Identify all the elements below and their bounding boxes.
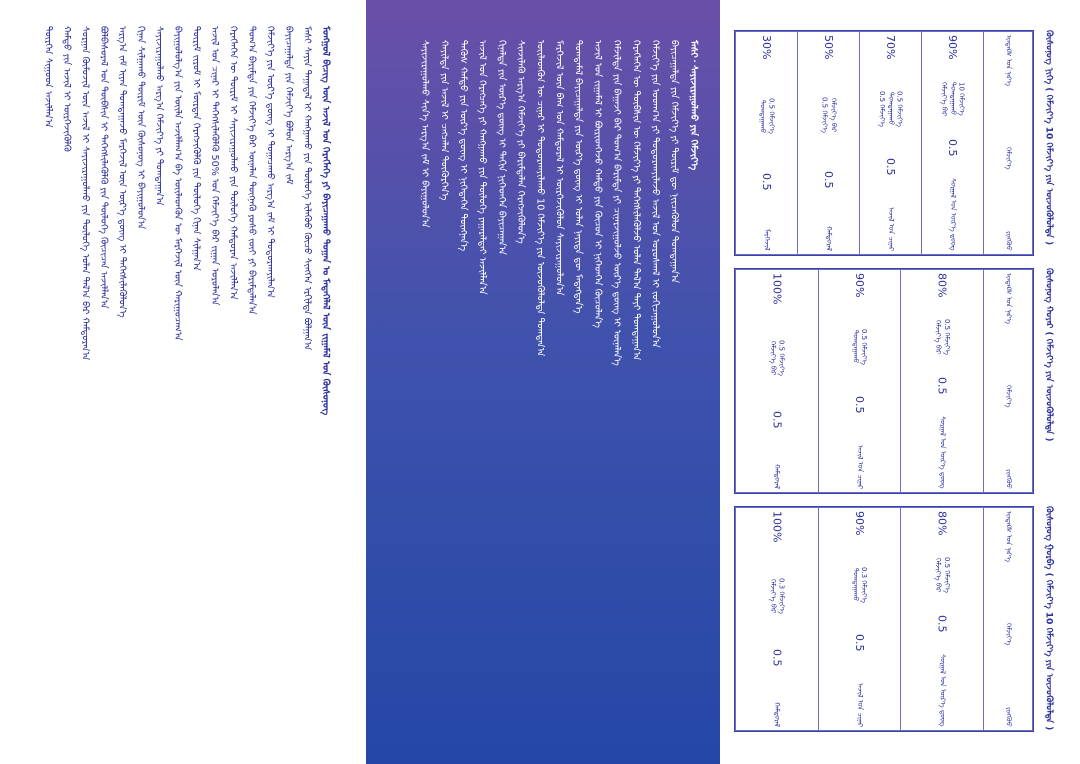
left-text-column: ᠠᠵᠢᠯ ᠤᠨ ᠴᠢᠨᠠᠷ ᠢ ᠳᠡᠭᠡᠭᠰᠢᠯᠡᠭᠦᠯᠬᠦ 50% ᠤᠨ ᠬᠡᠮᠵᠢᠶ᠎ᠡ ᠪᠡᠷ ᠵᠢᠭᠠᠨ ᠣᠷᠣᠯᠠᠨ᠎ᠠ [208, 26, 220, 306]
middle-text-column: ᠬᠡᠷᠡᠭᠯᠡᠭᠡᠨ ᠦ ᠲᠦᠪᠰᠢᠨ ᠦ ᠬᠡᠮᠵᠢᠶ᠎ᠡ ᠶᠢ ᠳᠡᠭᠡᠭᠰᠢᠯᠡᠭᠦᠯᠵᠦ ᠣᠯᠠᠨ ᠲᠠᠯ᠎ᠠ ᠲᠠᠶᠢ ᠲᠣᠭᠲᠠᠭᠠᠨ᠎ᠠ [630, 40, 642, 361]
left-text-column: ᠰᠤᠷᠭᠠᠨ ᠬᠦᠮᠦᠵᠢᠯ ᠦᠨ ᠠᠵᠢᠯ ᠢ ᠰᠠᠶᠢᠵᠢᠷᠠᠭᠤᠯᠬᠤ ᠶᠢᠨ ᠲᠥᠯᠥᠭᠡ ᠣᠯᠠᠨ ᠲᠠᠯ᠎ᠠ ᠪᠠᠷ ᠬᠠᠮᠲᠤᠷᠠᠨ᠎ᠠ [79, 26, 91, 361]
percent-value: 80% [935, 273, 949, 298]
middle-text-column: ᠬᠡᠮᠵᠢᠶ᠎ᠡ ᠶᠢᠨ ᠤᠳᠬ᠎ᠠ ᠶᠢ ᠲᠣᠳᠣᠷᠬᠠᠶᠢᠯᠠᠵᠤ ᠠᠵᠢᠯ ᠤᠨ ᠤᠷᠤᠰᠬᠠᠯ ᠢ ᠵᠣᠬᠢᠴᠠᠭᠤᠯᠤᠨ᠎ᠠ [649, 40, 661, 348]
table-cell [736, 508, 819, 731]
data-table [734, 268, 1034, 494]
row-description: ᠲᠣᠭᠲᠠᠭᠠᠬᠤ 0.5 ᠬᠡᠮᠵᠢᠶ᠎ᠡ [851, 328, 869, 365]
percent-value: 90% [852, 273, 866, 298]
middle-text-column: ᠮᠠᠰᠢ᠂ ᠰᠠᠶᠢᠵᠢᠷᠠᠭᠤᠯᠬᠤ ᠶᠢᠨ ᠬᠡᠮᠵᠢᠶ᠎ᠡ [687, 40, 699, 171]
weight-value: 0.5 [935, 615, 949, 633]
row-label: ᠬᠠᠮᠲᠤᠷᠠᠯ [773, 463, 782, 489]
middle-text-column: ᠲᠡᠭᠦᠰ ᠬᠠᠮᠲᠤ ᠶᠢᠨ ᠦᠷ᠎ᠡ ᠳ᠋ᠦᠩ ᠢ ᠨᠢᠭᠡᠲᠡᠭᠡᠨ ᠳᠦᠩᠨᠡᠨ᠎ᠡ [457, 40, 469, 252]
row-label: ᠮᠡᠷᠭᠡᠵᠢᠯ [762, 229, 771, 251]
left-text-column: ᠠᠷᠭ᠎ᠠ ᠵᠠᠮ ᠢᠶᠠᠨ ᠲᠣᠭᠲᠠᠭᠠᠵᠤ ᠮᠡᠷᠭᠡᠵᠢᠯ ᠦᠨ ᠦᠷ᠎ᠡ ᠳ᠋ᠦᠩ ᠢ ᠳᠡᠭᠡᠭᠰᠢᠯᠡᠭᠦᠯᠦᠨ᠎ᠡ [116, 26, 128, 318]
table-caption: ᠬᠦᠰᠦᠨᠦᠭ ᠨᠢᠭᠡ ( ᠬᠡᠮᠵᠢᠶ᠎ᠡ 10 ᠬᠡᠮᠵᠢᠶ᠎ᠡ ᠶᠢᠨ ᠦᠵᠦᠭᠦᠯᠦᠯᠲᠡ ) [1043, 30, 1054, 246]
row-label: ᠬᠠᠮᠲᠤᠷᠠᠯ [773, 701, 782, 727]
row-label: ᠬᠠᠮᠲᠤᠷᠠᠯ [824, 225, 833, 251]
table-cell [736, 270, 819, 493]
percent-value: 30% [760, 35, 773, 60]
table-cell [901, 270, 984, 493]
table-header-cell [984, 32, 1033, 255]
weight-value: 0.5 [935, 377, 949, 395]
column-header: ᠢᠨᠳᠡᠺᠰ ᠤᠨ ᠨᠡᠷ᠎ᠡ [1004, 511, 1013, 563]
left-text-column: ᠪᠣᠯᠪᠠᠰᠤᠷᠠᠯ ᠤᠨ ᠲᠦᠪᠰᠢᠨ ᠢ ᠳᠡᠭᠡᠭᠰᠢᠯᠡᠭᠦᠯᠬᠦ ᠶᠢᠨ ᠲᠥᠯᠥᠭᠡ ᠬᠦᠴᠢᠴᠡᠨ ᠠᠵᠢᠯᠯᠠᠨ᠎ᠠ [97, 26, 109, 309]
table-grid [735, 507, 1033, 731]
column-header: ᠵᠢᠩᠬᠦᠦ [1004, 231, 1013, 251]
table-grid [735, 31, 1033, 255]
left-text-column: ᠬᠡᠷᠡᠭᠯᠡᠭᠡᠨ ᠦ ᠳᠦᠷᠢᠮ ᠢ ᠰᠠᠶᠢᠵᠢᠷᠠᠭᠤᠯᠬᠤ ᠶᠢᠨ ᠲᠥᠯᠥᠭᠡ ᠬᠠᠮᠲᠤᠷᠠᠨ ᠠᠵᠢᠯᠯᠠᠨ᠎ᠠ [227, 26, 239, 300]
table-grid [735, 269, 1033, 493]
row-label: ᠠᠵᠢᠯ ᠤᠨ ᠴᠢᠨᠠᠷ [855, 682, 864, 727]
row-description: ᠬᠡᠮᠵᠢᠶ᠎ᠡ ᠪᠡᠷ 0.5 ᠬᠡᠮᠵᠢᠶ᠎ᠡ [934, 319, 951, 356]
left-text-column: ᠪᠠᠶᠢᠭᠤᠯᠤᠯᠭ᠎ᠠ ᠶᠢᠨ ᠦᠢᠯᠡ ᠠᠵᠢᠯᠯᠠᠭ᠎ᠠ ᠪᠠ ᠦᠢᠯᠡᠳᠬᠦᠨ ᠦ ᠮᠡᠷᠭᠡᠵᠢᠯ ᠦᠨ ᠬᠠᠷᠢᠭᠤᠴᠠᠭ᠎ᠠ [171, 26, 183, 341]
row-label: ᠠᠵᠢᠯ ᠤᠨ ᠴᠢᠨᠠᠷ [855, 444, 864, 489]
row-description: ᠬᠡᠮᠵᠢᠶ᠎ᠡ ᠪᠡᠷ 0.3 ᠬᠡᠮᠵᠢᠶ᠎ᠡ [768, 577, 786, 614]
middle-text-column: ᠰᠢᠨᠵᠢᠯᠡᠬᠦ ᠠᠷᠭ᠎ᠠ ᠬᠡᠮᠵᠢᠶ᠎ᠡ ᠶᠢ ᠪᠠᠷᠢᠮᠲᠠᠯᠠᠨ ᠬᠡᠷᠡᠭᠵᠢᠭᠦᠯᠦᠨ᠎ᠡ [515, 40, 527, 244]
column-header: ᠬᠡᠮᠵᠢᠶ᠎ᠡ [1004, 623, 1013, 646]
left-text-column: ᠪᠠᠶᠢᠴᠠᠭᠠᠯᠲᠠ ᠶᠢᠨ ᠬᠡᠮᠵᠢᠶ᠎ᠡ ᠪᠣᠯᠣᠨ ᠠᠷᠭ᠎ᠠ ᠵᠠᠮ [282, 26, 294, 185]
left-text-column: ᠬᠢᠨᠠᠨ ᠰᠢᠯᠭᠠᠬᠤ ᠳᠦᠷᠢᠮ ᠦᠨ ᠬᠦᠰᠦᠨᠦᠭ ᠢ ᠪᠠᠶᠢᠭᠤᠯᠤᠨ᠎ᠠ [134, 26, 146, 230]
weight-value: 0.5 [760, 173, 773, 191]
table-cell [798, 32, 860, 255]
row-description: 0.5 ᠬᠡᠮᠵᠢᠶ᠎ᠡ ᠲᠣᠭᠲᠠᠭᠠᠬᠤ 0.5 ᠬᠡᠮᠵᠢᠶ᠎ᠡ [878, 90, 904, 127]
middle-text-column: ᠬᠢᠨᠠᠯᠲᠠ ᠶᠢᠨ ᠦᠷ᠎ᠡ ᠳ᠋ᠦᠩ ᠢ ᠳᠠᠬᠢᠨ ᠨᠢᠭᠡᠳᠭᠡᠨ ᠪᠠᠶᠢᠴᠠᠭᠠᠨ᠎ᠠ [495, 40, 507, 256]
middle-text-column: ᠮᠡᠷᠭᠡᠵᠢᠯ ᠦᠨ ᠪᠠᠭ ᠤᠨ ᠬᠠᠮᠲᠤᠷᠠᠯ ᠢ ᠥᠷᠭᠡᠵᠢᠭᠦᠯᠦᠨ ᠰᠠᠶᠢᠵᠢᠷᠠᠭᠤᠯᠤᠨ᠎ᠠ [553, 40, 565, 296]
table-row [736, 32, 1033, 255]
column-header: ᠬᠡᠮᠵᠢᠶ᠎ᠡ [1004, 385, 1013, 408]
percent-value: 50% [822, 35, 835, 60]
column-header: ᠬᠡᠮᠵᠢᠶ᠎ᠡ [1004, 147, 1013, 170]
table-header-cell [984, 508, 1033, 731]
left-text-column: ᠳᠦᠷᠢᠮ ᠵᠢᠷᠤᠮ ᠢ ᠮᠦᠷᠳᠡᠨ ᠬᠡᠷᠡᠭᠵᠢᠭᠦᠯᠬᠦ ᠶᠢᠨ ᠲᠥᠯᠥᠭᠡ ᠬᠢᠨᠠᠨ ᠰᠢᠯᠭᠠᠨ᠎ᠠ [190, 26, 202, 271]
row-label: ᠰᠤᠷᠭᠠᠯ ᠤᠨ ᠦᠷ᠎ᠡ ᠳ᠋ᠦᠩ [938, 654, 947, 727]
row-label: ᠰᠤᠷᠭᠠᠯ ᠤᠨ ᠦᠷ᠎ᠡ ᠳ᠋ᠦᠩ [948, 178, 957, 251]
weight-value: 0.5 [852, 633, 866, 652]
data-table [734, 506, 1034, 732]
middle-text-column: ᠬᠡᠮᠵᠢᠯᠲᠡ ᠶᠢᠨ ᠪᠠᠭᠠᠵᠢ ᠪᠠᠷ ᠲᠣᠭ᠎ᠠ ᠪᠠᠷᠢᠮᠲᠠ ᠶᠢ ᠴᠢᠨᠠᠷᠵᠢᠭᠤᠯᠵᠤ ᠦᠷ᠎ᠡ ᠳ᠋ᠦᠩ ᠢ ᠦᠨᠡᠯᠡᠨ᠎ᠡ [611, 40, 623, 366]
middle-text-column: ᠪᠠᠶᠢᠴᠠᠭᠠᠯᠲᠠ ᠶᠢᠨ ᠬᠡᠮᠵᠢᠶ᠎ᠡ ᠶᠢ ᠳᠦᠷᠢᠮ ᠳᠦ ᠨᠢᠢᠴᠡᠭᠦᠯᠦᠨ ᠲᠣᠭᠲᠠᠭᠠᠨ᠎ᠠ [668, 40, 680, 284]
row-description: 0.5 ᠬᠡᠮᠵᠢᠶ᠎ᠡ ᠬᠡᠮᠵᠢᠶ᠎ᠡ ᠪᠡᠷ [820, 97, 838, 134]
middle-text-column: ᠠᠵᠢᠯ ᠤᠨ ᠵᠢᠭᠠᠮᠠᠯ ᠢ ᠪᠦᠷᠢᠳᠭᠡᠵᠦ ᠬᠠᠮᠲᠤ ᠶᠢᠨ ᠬᠦᠴᠦᠨ ᠢ ᠨᠢᠭᠡᠳᠭᠡᠨ ᠬᠦᠴᠦᠯᠡᠨ᠎ᠡ [591, 40, 603, 329]
table-cell [818, 508, 901, 731]
row-label: ᠰᠤᠷᠭᠠᠯ ᠤᠨ ᠦᠷ᠎ᠡ ᠳ᠋ᠦᠩ [938, 416, 947, 489]
percent-value: 70% [884, 35, 897, 60]
left-text-column: ᠲᠣᠭ᠎ᠠ ᠪᠠᠷᠢᠮᠲᠠ ᠶᠢᠨ ᠬᠡᠮᠵᠢᠶ᠎ᠡ ᠪᠡᠷ ᠦᠨᠡᠯᠡᠨ ᠳᠦᠭᠨᠡᠬᠦ ᠶᠣᠰᠣ ᠵᠦᠢ ᠶᠢ ᠪᠠᠷᠢᠮᠲᠠᠯᠠᠨ᠎ᠠ [245, 26, 257, 315]
table-caption: ᠬᠦᠰᠦᠨᠦᠭ ᠭᠤᠷᠪᠠ ( ᠬᠡᠮᠵᠢᠶ᠎ᠡ 10 ᠬᠡᠮᠵᠢᠶ᠎ᠡ ᠶᠢᠨ ᠦᠵᠦᠭᠦᠯᠦᠯᠲᠡ ) [1043, 506, 1054, 731]
table-cell [736, 32, 798, 255]
row-description: ᠲᠣᠭᠲᠠᠭᠠᠬᠤ 0.3 ᠬᠡᠮᠵᠢᠶ᠎ᠡ [851, 566, 869, 603]
column-header: ᠵᠢᠩᠬᠦᠦ [1004, 469, 1013, 489]
percent-value: 90% [852, 511, 866, 536]
table-cell [818, 270, 901, 493]
weight-value: 0.5 [946, 138, 959, 157]
row-description: ᠬᠡᠮᠵᠢᠶ᠎ᠡ ᠪᠡᠷ 0.5 ᠬᠡᠮᠵᠢᠶ᠎ᠡ [768, 339, 786, 376]
data-table [734, 30, 1034, 256]
row-label: ᠠᠵᠢᠯ ᠤᠨ ᠴᠢᠨᠠᠷ [886, 206, 895, 251]
left-text-column: ᠲᠦᠷᠭᠡᠨ ᠰᠢᠭᠤᠳ ᠠᠵᠢᠯᠯᠠᠨ᠎ᠠ [42, 26, 54, 128]
percent-value: 80% [935, 511, 949, 536]
left-page [0, 0, 366, 764]
weight-value: 0.5 [884, 157, 897, 176]
table-row [736, 270, 1033, 493]
middle-text-column: ᠰᠠᠶᠢᠵᠢᠷᠠᠭᠤᠯᠬᠤ ᠰᠢᠨ᠎ᠡ ᠠᠷᠭ᠎ᠠ ᠵᠠᠮ ᠢ ᠪᠠᠶᠢᠭᠤᠯᠤᠨ᠎ᠠ [419, 40, 431, 228]
row-description: ᠬᠡᠮᠵᠢᠶ᠎ᠡ ᠪᠡᠷ ᠲᠣᠭᠲᠠᠭᠠᠬᠤ 10 ᠬᠡᠮᠵᠢᠶ᠎ᠡ [940, 81, 966, 117]
column-header: ᠢᠨᠳᠡᠺᠰ ᠤᠨ ᠨᠡᠷ᠎ᠡ [1004, 35, 1013, 87]
left-text-column: ᠰᠠᠶᠢᠵᠢᠷᠠᠭᠤᠯᠬᠤ ᠠᠷᠭ᠎ᠠ ᠬᠡᠮᠵᠢᠶ᠎ᠡ ᠶᠢ ᠲᠣᠭᠲᠠᠭᠠᠨ᠎ᠠ [153, 26, 165, 206]
column-header: ᠢᠨᠳᠡᠺᠰ ᠤᠨ ᠨᠡᠷ᠎ᠡ [1004, 273, 1013, 325]
row-description: ᠬᠡᠮᠵᠢᠶ᠎ᠡ ᠪᠡᠷ 0.5 ᠬᠡᠮᠵᠢᠶ᠎ᠡ [934, 557, 951, 594]
middle-text-column: ᠠᠵᠢᠯ ᠤᠨ ᠬᠡᠷᠡᠭᠴᠡᠭᠡ ᠶᠢ ᠬᠠᠩᠭᠠᠬᠤ ᠶᠢᠨ ᠲᠥᠯᠥᠭᠡ ᠶᠠᠭᠠᠷᠠᠯᠲᠠᠢ ᠠᠵᠢᠯᠯᠠᠨ᠎ᠠ [476, 40, 488, 295]
table-caption: ᠬᠦᠰᠦᠨᠦᠭ ᠬᠣᠶᠠᠷ ( ᠬᠡᠮᠵᠢᠶ᠎ᠡ ᠶᠢᠨ ᠦᠵᠦᠭᠦᠯᠦᠯᠲᠡ ) [1043, 268, 1054, 442]
left-text-column: ᠮᠠᠰᠢ ᠰᠠᠶᠢᠨ ᠳᠠᠭᠠᠳᠠᠯ ᠢ ᠬᠠᠩᠭᠠᠬᠤ ᠶᠢᠨ ᠲᠥᠯᠥᠭᠡ ᠢᠯᠡᠭᠦᠦ ᠬᠦᠴᠦ ᠰᠢᠨᠭᠭᠡᠨ ᠡᠷᠭᠢᠯᠲᠡ ᠪᠣᠯᠭᠠᠨ᠎ᠠ [301, 26, 313, 351]
column-header: ᠵᠢᠩᠬᠦᠦ [1004, 707, 1013, 727]
middle-text-column: ᠲᠣᠭᠲᠠᠮᠠᠯ ᠪᠠᠶᠢᠴᠠᠭᠠᠯᠲᠠ ᠶᠢᠨ ᠦᠷ᠎ᠡ ᠳ᠋ᠦᠩ ᠢ ᠣᠯᠠᠨ ᠨᠡᠶᠢᠲᠡ ᠳᠦ ᠮᠡᠳᠡᠭᠳᠡᠨ᠎ᠡ [572, 40, 584, 314]
table-header-cell [984, 270, 1033, 493]
middle-text-column: ᠬᠠᠶᠢᠯᠲᠠ ᠶᠢᠨ ᠠᠵᠢᠯ ᠢ ᠴᠡᠭᠴᠡᠯᠡᠨ ᠳᠦᠭᠦᠷᠭᠡᠨ᠎ᠡ [438, 40, 450, 201]
percent-value: 100% [770, 511, 784, 543]
weight-value: 0.5 [770, 411, 784, 429]
percent-value: 90% [946, 35, 959, 60]
middle-text-column: ᠦᠢᠯᠡᠳᠬᠦᠨ ᠦ ᠴᠢᠨᠠᠷ ᠢ ᠲᠣᠳᠣᠷᠬᠠᠶᠢᠯᠠᠬᠤ 10 ᠬᠡᠮᠵᠢᠶ᠎ᠡ ᠶᠢᠨ ᠦᠵᠦᠭᠦᠯᠦᠯᠲᠡ ᠲᠣᠭᠲᠠᠨ᠎ᠠ [534, 40, 546, 357]
weight-value: 0.5 [852, 395, 866, 414]
middle-page [366, 0, 720, 764]
table-cell [901, 508, 984, 731]
weight-value: 0.5 [822, 170, 835, 189]
left-text-column: ᠬᠡᠮᠵᠢᠶ᠎ᠡ ᠶᠢᠨ ᠦᠷ᠎ᠡ ᠳ᠋ᠦᠩ ᠢ ᠲᠣᠭᠠᠴᠠᠬᠤ ᠠᠷᠭ᠎ᠠ ᠵᠠᠮ ᠢ ᠲᠣᠳᠣᠷᠬᠠᠶᠢᠯᠠᠨ᠎ᠠ [264, 26, 276, 299]
table-row [736, 508, 1033, 731]
weight-value: 0.5 [770, 649, 784, 667]
table-cell [860, 32, 922, 255]
table-cell [922, 32, 984, 255]
left-text-column: ᠬᠠᠮᠲᠤ ᠶᠢᠨ ᠠᠵᠢᠯ ᠢ ᠥᠷᠭᠡᠵᠢᠭᠦᠯᠬᠦ [60, 26, 72, 152]
right-page [720, 0, 1080, 764]
left-text-column: ᠮᠣᠩᠭᠣᠯ ᠪᠢᠴᠢᠭ᠌ ᠦᠨ ᠠᠵᠢᠯ ᠤᠨ ᠬᠡᠷᠡᠭᠯᠡᠭᠡ ᠶᠢ ᠪᠠᠶᠢᠴᠠᠭᠠᠬᠤ ᠲᠣᠭᠠᠨ ᠤ ᠮᠡᠳᠡᠭᠡᠯᠡᠯ ᠦᠨ ᠵᠢᠭᠠᠮᠠᠯ ᠤᠨ ᠬᠦᠰᠦᠨᠦᠭ [319, 26, 331, 416]
percent-value: 100% [770, 273, 784, 305]
row-description: ᠲᠣᠭᠲᠠᠭᠠᠬᠤ 0.5 ᠬᠡᠮᠵᠢᠶ᠎ᠡ [758, 98, 776, 135]
